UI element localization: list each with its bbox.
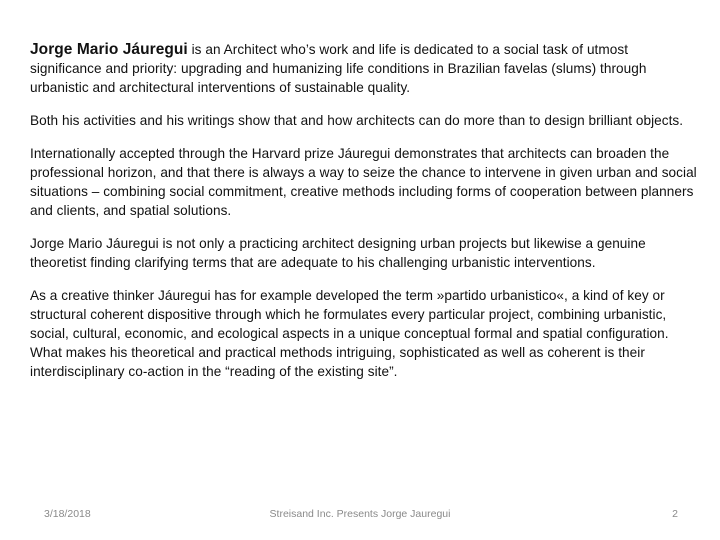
paragraph-intro [30, 40, 702, 97]
page-number: 2 [672, 508, 678, 520]
paragraph-harvard-prize: Internationally accepted through the Harvard prize Jáuregui demonstrates that architects can broaden the professional horizon, and that there is always a way to seize the chance to intervene in given urban and social situations – combining social commitment, creative methods including forms of cooperation between planners and clients, and spatial solutions. [30, 146, 697, 218]
footer-title: Streisand Inc. Presents Jorge Jauregui [269, 508, 451, 520]
slide-footer [0, 508, 720, 524]
intro-text: is an Architect who’s work and life is dedicated to a social task of utmost significance and priority: upgrading and humanizing life conditions in Brazilian favelas (slums) through urbanistic and architectural interventions of sustainable quality. [30, 42, 647, 95]
slide-body [30, 40, 702, 381]
footer-date: 3/18/2018 [44, 508, 91, 520]
architect-name: Jorge Mario Jáuregui [30, 41, 188, 58]
paragraph-partido-urbanistico: As a creative thinker Jáuregui has for example developed the term »partido urbanistico«, a kind of key or structural coherent dispositive through which he formulates every particular project, combining urbanistic, social, cultural, economic, and ecological aspects in a unique conceptual formal and spatial configuration. What makes his theoretical and practical methods intriguing, sophisticated as well as coherent is their interdisciplinary co-action in the “reading of the existing site”. [30, 288, 669, 379]
paragraph-theoretist: Jorge Mario Jáuregui is not only a practicing architect designing urban projects but likewise a genuine theoretist finding clarifying terms that are adequate to his challenging urbanistic interventions. [30, 236, 646, 270]
paragraph-activities: Both his activities and his writings show that and how architects can do more than to design brilliant objects. [30, 113, 684, 128]
